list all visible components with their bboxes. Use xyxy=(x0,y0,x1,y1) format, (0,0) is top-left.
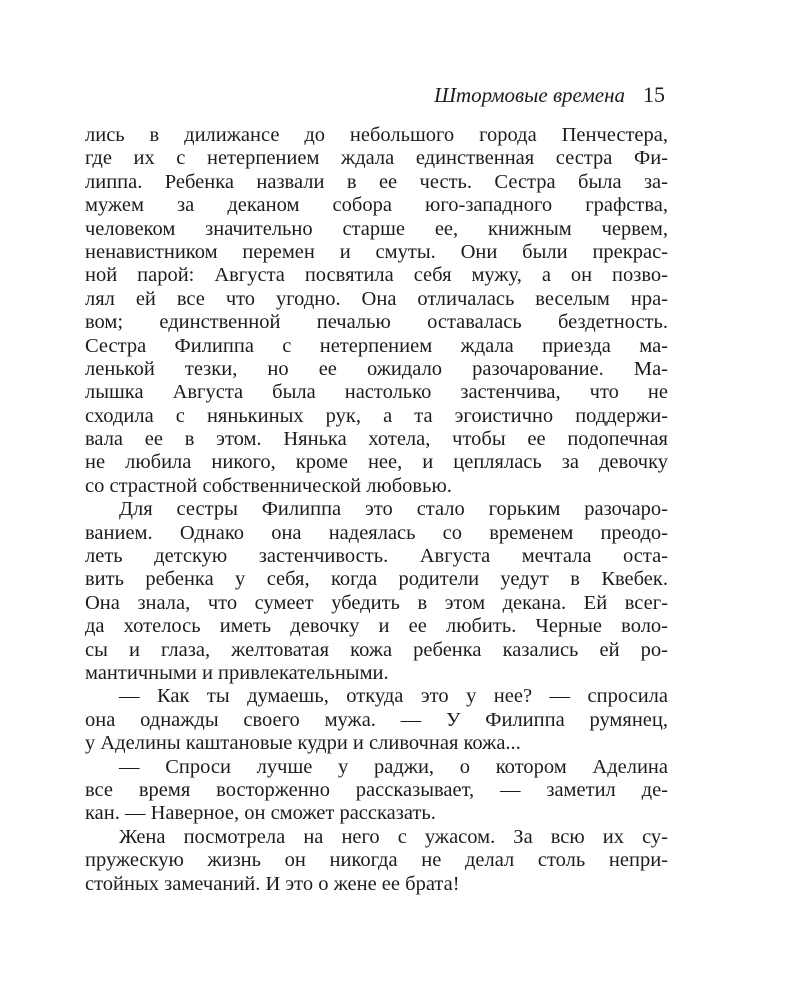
text-line: вала ее в этом. Нянька хотела, чтобы ее подопечная xyxy=(85,428,668,451)
text-line: не любила никого, кроме нее, и цеплялась за девочку xyxy=(85,451,668,474)
text-line: Для сестры Филиппа это стало горьким разочаро- xyxy=(119,498,668,521)
paragraph xyxy=(85,756,668,826)
paragraph xyxy=(85,498,668,685)
text-line: лышка Августа была настолько застенчива, что не xyxy=(85,381,668,404)
text-line: сы и глаза, желтоватая кожа ребенка казались ей ро- xyxy=(85,638,668,661)
text-line: стойных замечаний. И это о жене ее брата! xyxy=(85,872,460,895)
text-line: Жена посмотрела на него с ужасом. За всю их су- xyxy=(119,825,668,848)
text-line: мантичными и привлекательными. xyxy=(85,661,389,684)
text-line: лял ей все что угодно. Она отличалась веселым нра- xyxy=(85,287,668,310)
paragraph xyxy=(85,685,668,755)
running-head-title: Штормовые времена xyxy=(434,83,625,107)
text-line: мужем за деканом собора юго-западного графства, xyxy=(85,194,668,217)
text-line: все время восторженно рассказывает, — заметил де- xyxy=(85,778,668,801)
text-line: вом; единственной печалью оставалась бездетность. xyxy=(85,311,668,334)
text-line: ванием. Однако она надеялась со временем преодо- xyxy=(85,521,668,544)
text-line: леть детскую застенчивость. Августа мечтала оста- xyxy=(85,545,668,568)
text-line: человеком значительно старше ее, книжным червем, xyxy=(85,217,668,240)
text-line: у Аделины каштановые кудри и сливочная кожа... xyxy=(85,732,521,755)
text-line: ной парой: Августа посвятила себя мужу, а он позво- xyxy=(85,264,668,287)
text-line: липпа. Ребенка назвали в ее честь. Сестра была за- xyxy=(85,170,668,193)
body-text xyxy=(85,124,668,896)
text-line: — Спроси лучше у раджи, о котором Аделина xyxy=(119,755,668,778)
text-line: она однажды своего мужа. — У Филиппа румянец, xyxy=(85,708,668,731)
text-line: вить ребенка у себя, когда родители уедут в Квебек. xyxy=(85,568,668,591)
page-number: 15 xyxy=(643,82,665,107)
text-line: Сестра Филиппа с нетерпением ждала приезда ма- xyxy=(85,334,668,357)
paragraph xyxy=(85,826,668,896)
text-line: лись в дилижансе до небольшого города Пенчестера, xyxy=(85,124,668,146)
text-line: кан. — Наверное, он сможет рассказать. xyxy=(85,802,436,825)
text-line: — Как ты думаешь, откуда это у нее? — спросила xyxy=(119,685,668,708)
text-line: где их с нетерпением ждала единственная сестра Фи- xyxy=(85,147,668,170)
paragraph xyxy=(85,124,668,498)
text-line: ленькой тезки, но ее ожидало разочарование. Ма- xyxy=(85,357,668,380)
text-line: сходила с нянькиных рук, а та эгоистично поддержи- xyxy=(85,404,668,427)
text-line: да хотелось иметь девочку и ее любить. Черные воло- xyxy=(85,615,668,638)
text-line: со страстной собственнической любовью. xyxy=(85,474,452,497)
running-head xyxy=(434,82,665,110)
text-line: пружескую жизнь он никогда не делал столь непри- xyxy=(85,849,668,872)
text-line: ненавистником перемен и смуты. Они были прекрас- xyxy=(85,240,668,263)
text-line: Она знала, что сумеет убедить в этом декана. Ей всег- xyxy=(85,591,668,614)
